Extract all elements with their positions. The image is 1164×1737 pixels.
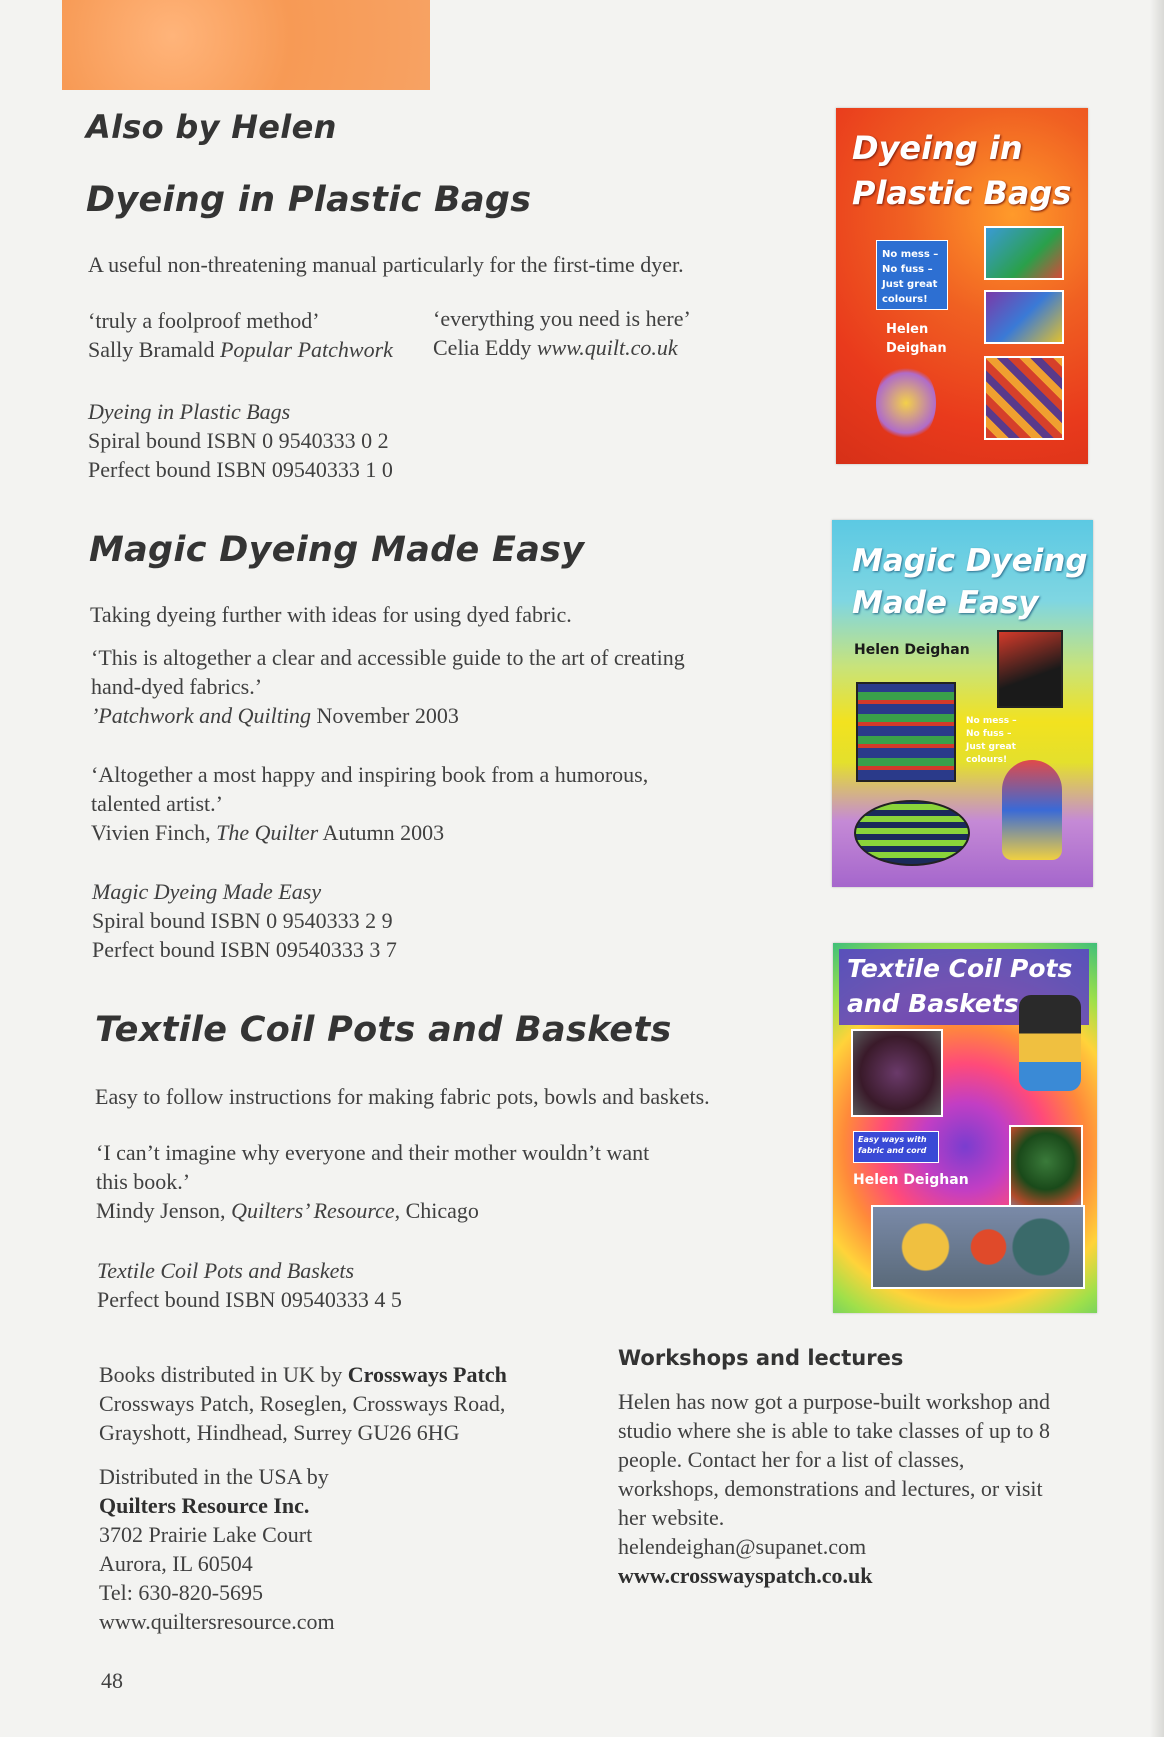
quote-line: ‘Altogether a most happy and inspiring book from a humorous, <box>91 762 649 787</box>
cover-photo-pot <box>851 1029 943 1117</box>
tagline-line: Easy ways with <box>858 1135 927 1144</box>
quote-line: talented artist.’ <box>91 791 223 816</box>
cover-illustration <box>1002 760 1062 860</box>
cover-tagline <box>858 1134 927 1156</box>
quote-source: www.quilt.co.uk <box>536 335 678 360</box>
page-number: 48 <box>101 1668 123 1693</box>
uk-prefix: Books distributed in UK by <box>99 1362 348 1387</box>
quote-author: Mindy Jenson, <box>96 1198 232 1223</box>
cover-magic-dyeing-made-easy <box>832 520 1093 887</box>
cover-photo-cat-basket <box>1019 995 1081 1091</box>
uk-distributor-line <box>99 1360 507 1389</box>
uk-distribution <box>99 1360 507 1447</box>
workshops-text <box>618 1387 1050 1590</box>
workshops-line: people. Contact her for a list of classes, <box>618 1447 965 1472</box>
quote-line: hand-dyed fabrics.’ <box>91 674 263 699</box>
tagline-line: colours! <box>966 755 1008 765</box>
uk-distributor-name: Crossways Patch <box>347 1362 507 1387</box>
cover-illustration <box>876 363 936 443</box>
book1-title: Dyeing in Plastic Bags <box>86 180 532 220</box>
cover-dyeing-in-plastic-bags <box>836 108 1088 464</box>
book3-isbn-block <box>97 1256 402 1314</box>
quote-author: Celia Eddy <box>433 335 537 360</box>
quote-text: ‘truly a foolproof method’ <box>88 308 320 333</box>
cover-tagline <box>882 247 938 307</box>
cover-photo-bowl <box>854 800 970 866</box>
phone-line: Tel: 630-820-5695 <box>99 1580 264 1605</box>
tagline-line: No fuss – <box>882 264 933 275</box>
quote-line: ‘I can’t imagine why everyone and their mother wouldn’t want <box>96 1140 650 1165</box>
quote-attribution <box>96 1196 649 1225</box>
isbn-title: Magic Dyeing Made Easy <box>92 879 322 904</box>
cover-photo-quilt <box>856 682 956 782</box>
book2-quote2 <box>91 760 648 847</box>
quote-source: Quilters’ Resource <box>231 1198 395 1223</box>
cover-photo-plant-pot <box>1009 1125 1083 1215</box>
cover-title-line: Magic Dyeing <box>852 543 1088 579</box>
cover-title-line: Dyeing in <box>852 129 1023 167</box>
address-line: Grayshott, Hindhead, Surrey GU26 6HG <box>99 1420 460 1445</box>
author-line: Helen <box>886 322 929 337</box>
workshops-line: Helen has now got a purpose-built workshop and <box>618 1389 1050 1414</box>
author-line: Deighan <box>886 341 947 356</box>
quote-date: November 2003 <box>310 703 459 728</box>
isbn-title: Textile Coil Pots and Baskets <box>97 1258 355 1283</box>
usa-distribution <box>99 1462 335 1636</box>
cover-photo-quilt <box>984 356 1064 440</box>
book1-description: A useful non-threatening manual particularly for the first-time dyer. <box>88 252 684 277</box>
website-link[interactable]: www.quiltersresource.com <box>99 1609 335 1634</box>
quote-attribution <box>91 818 648 847</box>
book2-title: Magic Dyeing Made Easy <box>89 530 585 570</box>
quote-source: The Quilter <box>216 820 319 845</box>
cover-title-line: Textile Coil Pots <box>847 954 1073 983</box>
isbn-line: Perfect bound ISBN 09540333 3 7 <box>92 937 397 962</box>
cover-author <box>886 320 947 358</box>
quote-attribution <box>91 701 685 730</box>
cover-title <box>852 126 1071 216</box>
cover-author: Helen Deighan <box>853 1172 969 1188</box>
workshops-heading: Workshops and lectures <box>618 1346 904 1370</box>
book3-title: Textile Coil Pots and Baskets <box>95 1010 672 1050</box>
book3-quote <box>96 1138 649 1225</box>
quote-author: Sally Bramald <box>88 337 220 362</box>
cover-tagline <box>966 715 1017 767</box>
cover-photo-garment <box>997 630 1063 708</box>
quote-source: ’Patchwork and Quilting <box>91 703 311 728</box>
website-link[interactable]: www.crosswayspatch.co.uk <box>618 1563 873 1588</box>
cover-photo-shirts <box>984 226 1064 280</box>
address-line: Aurora, IL 60504 <box>99 1551 253 1576</box>
tagline-line: No fuss – <box>966 729 1012 739</box>
workshops-line: workshops, demonstrations and lectures, or visit <box>618 1476 1043 1501</box>
quote-source: Popular Patchwork <box>219 337 393 362</box>
tagline-line: fabric and cord <box>858 1146 927 1155</box>
cover-textile-coil-pots <box>833 943 1097 1313</box>
book2-quote1 <box>91 643 685 730</box>
cover-title <box>852 540 1088 624</box>
tagline-line: Just great <box>966 742 1016 752</box>
cover-title-line: Plastic Bags <box>852 174 1072 212</box>
address-line: 3702 Prairie Lake Court <box>99 1522 313 1547</box>
isbn-line: Spiral bound ISBN 0 9540333 2 9 <box>92 908 393 933</box>
book1-quote2 <box>433 304 691 362</box>
isbn-line: Spiral bound ISBN 0 9540333 0 2 <box>88 428 389 453</box>
page-edge-shadow <box>1150 0 1164 1737</box>
cover-title-line: and Baskets <box>847 989 1019 1018</box>
quote-line: this book.’ <box>96 1169 191 1194</box>
quote-place: , Chicago <box>394 1198 479 1223</box>
address-line: Crossways Patch, Roseglen, Crossways Road, <box>99 1391 506 1416</box>
isbn-line: Perfect bound ISBN 09540333 1 0 <box>88 457 393 482</box>
book2-description: Taking dyeing further with ideas for using dyed fabric. <box>90 602 572 627</box>
book1-isbn-block <box>88 397 393 484</box>
usa-distributor-name: Quilters Resource Inc. <box>99 1493 310 1518</box>
quote-line: ‘This is altogether a clear and accessible guide to the art of creating <box>91 645 685 670</box>
email-link[interactable]: helendeighan@supanet.com <box>618 1534 867 1559</box>
usa-intro: Distributed in the USA by <box>99 1464 329 1489</box>
quote-date: Autumn 2003 <box>318 820 445 845</box>
tagline-line: No mess – <box>966 716 1017 726</box>
cover-tagline-box <box>853 1131 939 1163</box>
quote-author: Vivien Finch, <box>91 820 217 845</box>
isbn-title: Dyeing in Plastic Bags <box>88 399 291 424</box>
orange-header-block <box>62 0 430 90</box>
workshops-line: her website. <box>618 1505 725 1530</box>
book3-description: Easy to follow instructions for making fabric pots, bowls and baskets. <box>95 1084 710 1109</box>
tagline-line: colours! <box>882 294 928 305</box>
book1-quote1 <box>88 306 393 364</box>
cover-title-line: Made Easy <box>852 585 1039 621</box>
cover-tagline-box <box>876 240 948 310</box>
cover-author: Helen Deighan <box>854 642 970 658</box>
quote-attribution <box>88 335 393 364</box>
cover-photo-coil-pots <box>871 1205 1085 1289</box>
isbn-line: Perfect bound ISBN 09540333 4 5 <box>97 1287 402 1312</box>
book2-isbn-block <box>92 877 397 964</box>
tagline-line: Just great <box>882 279 938 290</box>
cover-photo-fabric <box>984 290 1064 344</box>
also-by-heading: Also by Helen <box>86 108 337 146</box>
tagline-line: No mess – <box>882 249 939 260</box>
workshops-line: studio where she is able to take classes of up to 8 <box>618 1418 1050 1443</box>
quote-text: ‘everything you need is here’ <box>433 306 691 331</box>
quote-attribution <box>433 333 691 362</box>
